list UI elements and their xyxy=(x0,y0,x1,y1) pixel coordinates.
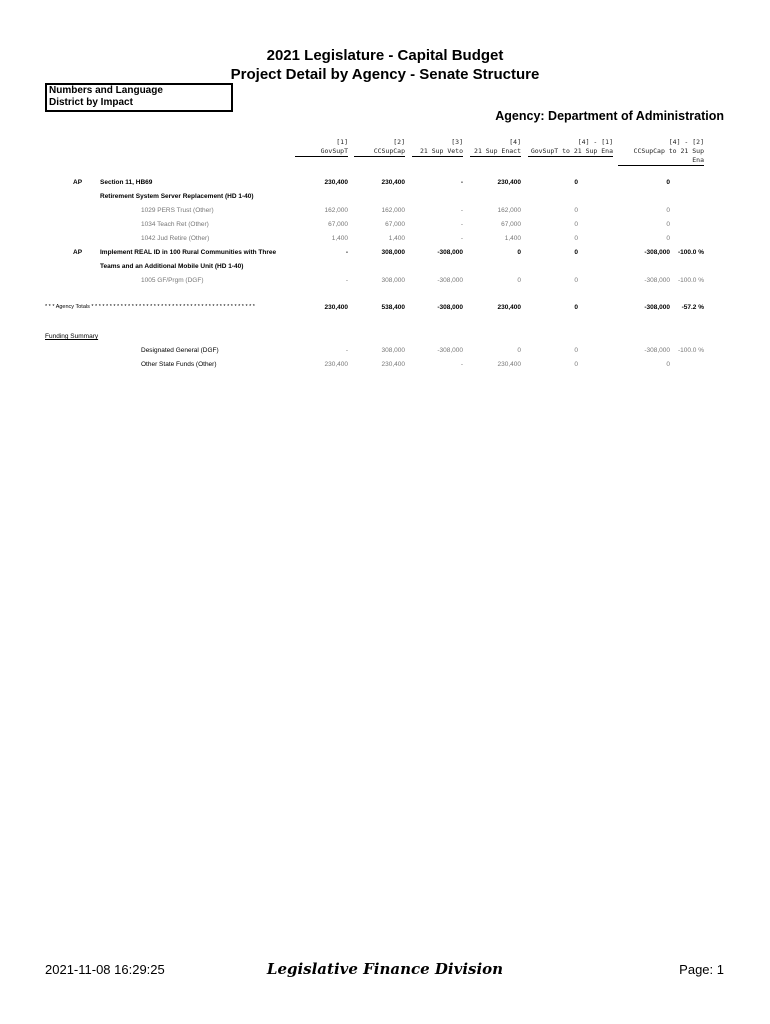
column-header-6: [4] - [2] CCSupCap to 21 Sup Ena xyxy=(618,138,704,166)
fund-description: Designated General (DGF) xyxy=(141,347,219,354)
value-diff-1: 0 xyxy=(574,221,578,228)
value-govsupt: 67,000 xyxy=(328,221,348,228)
table-row xyxy=(0,361,770,373)
value-enact: 0 xyxy=(517,277,521,284)
value-govsupt: - xyxy=(345,347,348,354)
value-diff-2: -308,000 xyxy=(644,249,670,256)
value-govsupt: 230,400 xyxy=(324,361,348,368)
value-enact: 230,400 xyxy=(497,304,521,311)
value-ccsupcap: 67,000 xyxy=(385,221,405,228)
value-veto: - xyxy=(460,179,463,186)
footer-division-signature: Legislative Finance Division xyxy=(266,960,504,978)
value-veto: - xyxy=(460,235,463,242)
agency-totals-row xyxy=(0,304,770,316)
value-percent: -100.0 % xyxy=(677,347,704,354)
value-ccsupcap: 162,000 xyxy=(381,207,405,214)
table-row xyxy=(0,277,770,289)
column-header-3: [3] 21 Sup Veto xyxy=(412,138,463,157)
table-row xyxy=(0,179,770,191)
row-description: Implement REAL ID in 100 Rural Communities with Three xyxy=(100,249,277,256)
appropriation-code: AP xyxy=(73,249,83,256)
totals-label: * * * Agency Totals * * * * * * * * * * * * * * * * * * * * * * * * * * * * * * * * * * * * * * * * * * * * * xyxy=(45,304,255,310)
value-veto: -308,000 xyxy=(437,304,463,311)
value-diff-1: 0 xyxy=(574,249,578,256)
value-enact: 0 xyxy=(517,347,521,354)
value-govsupt: - xyxy=(345,277,348,284)
footer-page-number: Page: 1 xyxy=(679,962,724,977)
value-ccsupcap: 308,000 xyxy=(381,249,405,256)
table-row xyxy=(0,221,770,233)
table-row xyxy=(0,263,770,275)
value-percent: -100.0 % xyxy=(677,277,704,284)
value-enact: 1,400 xyxy=(504,235,521,242)
scope-line-2: District by Impact xyxy=(49,97,133,108)
value-ccsupcap: 308,000 xyxy=(381,277,405,284)
report-subtitle: Project Detail by Agency - Senate Structure xyxy=(230,66,540,83)
column-header-2: [2] CCSupCap xyxy=(354,138,405,157)
row-description: Section 11, HB69 xyxy=(100,179,153,186)
table-row xyxy=(0,347,770,359)
value-diff-1: 0 xyxy=(574,277,578,284)
value-govsupt: 230,400 xyxy=(324,179,348,186)
scope-line-1: Numbers and Language xyxy=(49,85,163,96)
fund-description: 1042 Jud Retire (Other) xyxy=(141,235,210,242)
row-description: Teams and an Additional Mobile Unit (HD 1-40) xyxy=(100,263,244,270)
value-veto: -308,000 xyxy=(437,277,463,284)
value-veto: -308,000 xyxy=(437,347,463,354)
value-diff-2: 0 xyxy=(666,221,670,228)
value-ccsupcap: 538,400 xyxy=(381,304,405,311)
value-diff-1: 0 xyxy=(574,179,578,186)
table-row xyxy=(0,193,770,205)
funding-summary-heading: Funding Summary xyxy=(45,333,99,340)
value-diff-1: 0 xyxy=(574,235,578,242)
column-header-5: [4] - [1] GovSupT to 21 Sup Ena xyxy=(528,138,613,157)
value-diff-2: 0 xyxy=(666,207,670,214)
value-veto: -308,000 xyxy=(437,249,463,256)
value-diff-2: -308,000 xyxy=(644,277,670,284)
fund-description: 1029 PERS Trust (Other) xyxy=(141,207,214,214)
value-govsupt: - xyxy=(345,249,348,256)
value-diff-2: -308,000 xyxy=(644,304,670,311)
value-ccsupcap: 308,000 xyxy=(381,347,405,354)
funding-summary-heading-row xyxy=(0,333,770,345)
value-diff-2: -308,000 xyxy=(644,347,670,354)
fund-description: 1005 GF/Prgm (DGF) xyxy=(141,277,204,284)
value-diff-1: 0 xyxy=(574,347,578,354)
footer-timestamp: 2021-11-08 16:29:25 xyxy=(45,962,165,977)
value-diff-1: 0 xyxy=(574,361,578,368)
value-govsupt: 162,000 xyxy=(324,207,348,214)
agency-heading: Agency: Department of Administration xyxy=(495,109,724,123)
table-row xyxy=(0,235,770,247)
table-row xyxy=(0,207,770,219)
fund-description: 1034 Teach Ret (Other) xyxy=(141,221,209,228)
value-diff-1: 0 xyxy=(574,304,578,311)
value-govsupt: 230,400 xyxy=(324,304,348,311)
value-diff-1: 0 xyxy=(574,207,578,214)
value-veto: - xyxy=(460,221,463,228)
value-ccsupcap: 230,400 xyxy=(381,361,405,368)
value-veto: - xyxy=(460,361,463,368)
value-govsupt: 1,400 xyxy=(331,235,348,242)
appropriation-code: AP xyxy=(73,179,83,186)
value-enact: 162,000 xyxy=(497,207,521,214)
column-header-1: [1] GovSupT xyxy=(295,138,348,157)
row-description: Retirement System Server Replacement (HD 1-40) xyxy=(100,193,254,200)
value-enact: 0 xyxy=(517,249,521,256)
value-enact: 67,000 xyxy=(501,221,521,228)
value-diff-2: 0 xyxy=(666,179,670,186)
value-enact: 230,400 xyxy=(497,361,521,368)
table-row xyxy=(0,249,770,261)
fund-description: Other State Funds (Other) xyxy=(141,361,217,368)
report-scope-box xyxy=(45,83,233,112)
value-ccsupcap: 1,400 xyxy=(388,235,405,242)
value-enact: 230,400 xyxy=(497,179,521,186)
value-diff-2: 0 xyxy=(666,361,670,368)
value-diff-2: 0 xyxy=(666,235,670,242)
value-ccsupcap: 230,400 xyxy=(381,179,405,186)
value-veto: - xyxy=(460,207,463,214)
column-header-4: [4] 21 Sup Enact xyxy=(470,138,521,157)
value-percent: -100.0 % xyxy=(677,249,704,256)
report-title: 2021 Legislature - Capital Budget xyxy=(266,47,504,64)
value-percent: -57.2 % xyxy=(681,304,704,311)
